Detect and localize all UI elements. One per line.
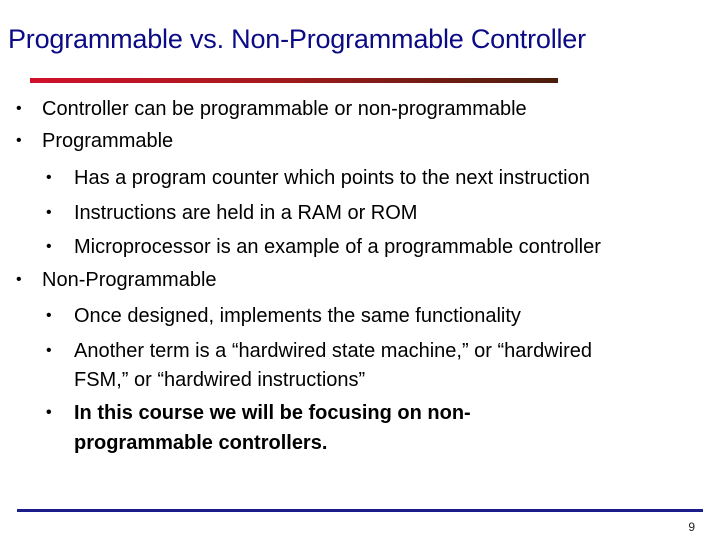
sub-bullet-item (46, 231, 601, 263)
bullet-continuation: FSM,” or “hardwired instructions” (74, 369, 366, 391)
page-number: 9 (688, 520, 695, 534)
bullet-continuation: programmable controllers. (74, 432, 328, 454)
slide-title: Programmable vs. Non-Programmable Controller (8, 24, 586, 54)
sub-bullet-item (46, 335, 592, 367)
bullet-text: Programmable (42, 130, 174, 152)
bullet-icon: • (46, 238, 52, 255)
bullet-icon: • (46, 307, 52, 324)
bullet-icon: • (46, 404, 52, 421)
bullet-text: Microprocessor is an example of a programmable controller (74, 236, 601, 258)
bullet-icon: • (16, 100, 22, 117)
bullet-item (16, 264, 217, 296)
sub-bullet-item (46, 197, 418, 229)
bullet-icon: • (46, 342, 52, 359)
sub-bullet-item (46, 300, 521, 332)
bullet-icon: • (16, 271, 22, 288)
bullet-text: Has a program counter which points to the next instruction (74, 167, 590, 189)
bullet-text: In this course we will be focusing on non- (74, 402, 471, 424)
bullet-text: Instructions are held in a RAM or ROM (74, 202, 418, 224)
bullet-text: Non-Programmable (42, 269, 217, 291)
bullet-item (16, 93, 527, 125)
sub-bullet-item-emphasis (46, 397, 471, 429)
bullet-text: Another term is a “hardwired state machine,” or “hardwired (74, 340, 592, 362)
sub-bullet-item (46, 162, 590, 194)
bullet-icon: • (46, 204, 52, 221)
footer-rule (17, 509, 703, 512)
title-underline (30, 78, 558, 83)
bullet-text: Controller can be programmable or non-programmable (42, 98, 527, 120)
bullet-icon: • (16, 132, 22, 149)
bullet-icon: • (46, 169, 52, 186)
bullet-text: Once designed, implements the same functionality (74, 305, 521, 327)
bullet-item (16, 125, 174, 157)
